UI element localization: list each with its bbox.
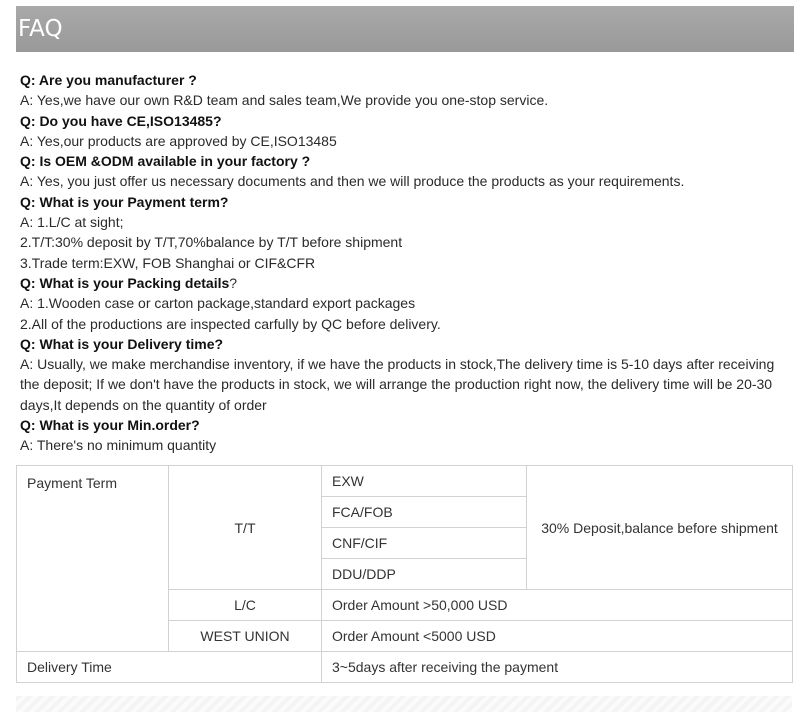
faq-answer: 2.All of the productions are inspected carfully by QC before delivery. <box>20 315 441 332</box>
delivery-time-value: 3~5days after receiving the payment <box>322 652 793 683</box>
decorative-strip <box>16 696 792 712</box>
faq-title: FAQ <box>18 16 63 42</box>
faq-question: Q: Is OEM &ODM available in your factory ? <box>20 153 311 170</box>
faq-answer: A: Yes,we have our own R&D team and sales team,We provide you one-stop service. <box>20 92 549 109</box>
trade-term-cell: EXW <box>322 466 527 497</box>
faq-answer: A: 1.Wooden case or carton package,standard export packages <box>20 295 416 312</box>
faq-list <box>20 70 788 456</box>
west-union-label: WEST UNION <box>169 621 322 652</box>
faq-question: Q: What is your Delivery time? <box>20 335 224 352</box>
faq-answer: A: 1.L/C at sight; <box>20 214 124 231</box>
faq-question-row <box>20 273 788 293</box>
table-row <box>17 652 793 683</box>
faq-question: Q: What is your Min.order? <box>20 417 200 434</box>
lc-value: Order Amount >50,000 USD <box>322 590 793 621</box>
faq-question: Q: What is your Payment term? <box>20 193 229 210</box>
faq-question-suffix: ? <box>229 274 238 291</box>
trade-term-cell: CNF/CIF <box>322 528 527 559</box>
faq-answer: A: Usually, we make merchandise inventory, if we have the products in stock,The delivery time is 5-10 days after receiving the deposit; If we don't have the products in stock, we will arrange the production right now, the delivery time will be 20-30 days,It depends on the quantity of order <box>20 356 775 413</box>
faq-question: Q: What is your Packing details <box>20 274 230 291</box>
faq-header <box>16 6 794 52</box>
faq-question: Q: Are you manufacturer ? <box>20 72 197 88</box>
faq-answer: 2.T/T:30% deposit by T/T,70%balance by T/T before shipment <box>20 234 403 251</box>
table-row <box>17 466 793 497</box>
tt-label: T/T <box>169 466 322 590</box>
payment-term-label: Payment Term <box>17 466 169 652</box>
west-union-value: Order Amount <5000 USD <box>322 621 793 652</box>
faq-question: Q: Do you have CE,ISO13485? <box>20 112 222 129</box>
delivery-time-label: Delivery Time <box>17 652 322 683</box>
faq-answer: A: Yes,our products are approved by CE,ISO13485 <box>20 132 337 149</box>
faq-answer: A: There's no minimum quantity <box>20 437 217 454</box>
trade-term-cell: FCA/FOB <box>322 497 527 528</box>
faq-answer: A: Yes, you just offer us necessary documents and then we will produce the products as your requirements. <box>20 173 685 190</box>
payment-table <box>16 465 793 683</box>
tt-deposit-note: 30% Deposit,balance before shipment <box>527 466 793 590</box>
trade-term-cell: DDU/DDP <box>322 559 527 590</box>
lc-label: L/C <box>169 590 322 621</box>
faq-answer: 3.Trade term:EXW, FOB Shanghai or CIF&CFR <box>20 254 316 271</box>
